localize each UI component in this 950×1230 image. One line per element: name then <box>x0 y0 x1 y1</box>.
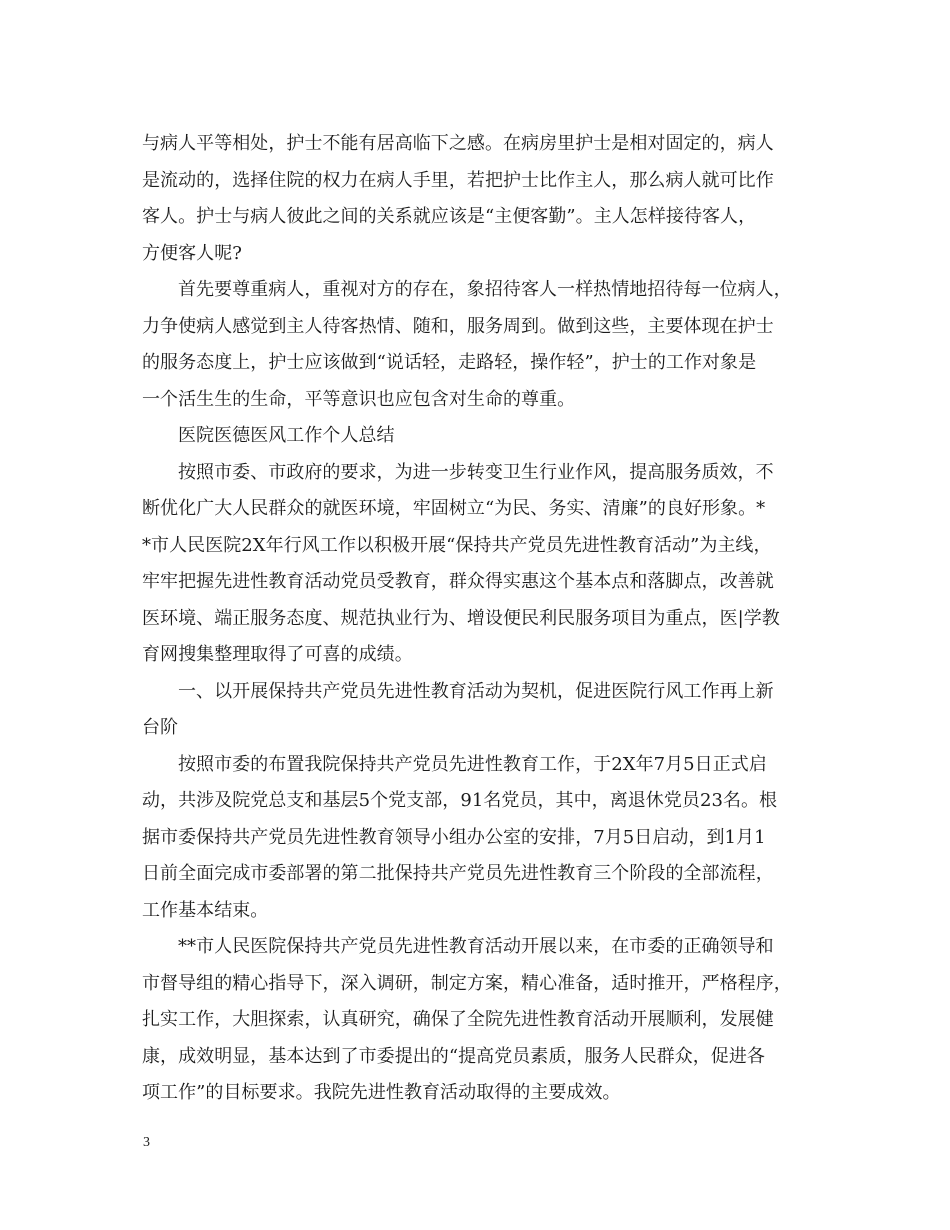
text-line: 的服务态度上，护士应该做到“说话轻，走路轻，操作轻”，护士的工作对象是 <box>142 352 757 373</box>
text-line: 育网搜集整理取得了可喜的成绩。 <box>142 644 413 665</box>
paragraph-first-line: **市人民医院保持共产党员先进性教育活动开展以来，在市委的正确领导和 <box>178 936 774 957</box>
paragraph-first-line: 按照市委、市政府的要求，为进一步转变卫生行业作风，提高服务质效，不 <box>178 461 774 483</box>
text-line: 工作基本结束。 <box>142 899 269 921</box>
text-line: *市人民医院2X年行风工作以积极开展“保持共产党员先进性教育活动”为主线， <box>142 534 772 556</box>
text-line: 牢牢把握先进性教育活动党员受教育，群众得实惠这个基本点和落脚点，改善就 <box>142 571 774 592</box>
text-line: 日前全面完成市委部署的第二批保持共产党员先进性教育三个阶段的全部流程， <box>142 863 774 884</box>
page-number: 3 <box>143 1135 150 1150</box>
text-line: 市督导组的精心指导下，深入调研，制定方案，精心准备，适时推开，严格程序， <box>142 972 792 994</box>
section-heading: 医院医德医风工作个人总结 <box>178 425 395 446</box>
text-line: 扎实工作，大胆探索，认真研究，确保了全院先进性教育活动开展顺利，发展健 <box>142 1009 774 1030</box>
text-line: 与病人平等相处，护士不能有居高临下之感。在病房里护士是相对固定的，病人 <box>142 133 774 154</box>
text-line: 方便客人呢? <box>142 242 242 264</box>
text-line: 一个活生生的生命，平等意识也应包含对生命的尊重。 <box>142 388 576 410</box>
text-line: 力争使病人感觉到主人待客热情、随和，服务周到。做到这些，主要体现在护士 <box>142 315 774 337</box>
paragraph-first-line: 首先要尊重病人，重视对方的存在，象招待客人一样热情地招待每一位病人， <box>178 279 792 300</box>
paragraph-first-line: 按照市委的布置我院保持共产党员先进性教育工作，于2X年7月5日正式启 <box>178 753 767 775</box>
text-line: 康，成效明显，基本达到了市委提出的“提高党员素质，服务人民群众，促进各 <box>142 1045 765 1067</box>
text-line: 客人。护士与病人彼此之间的关系就应该是“主便客勤”。主人怎样接待客人， <box>142 206 757 227</box>
text-line: 据市委保持共产党员先进性教育领导小组办公室的安排，7月5日启动，到1月1 <box>142 826 766 848</box>
subheading-line: 台阶 <box>142 717 179 738</box>
text-line: 断优化广大人民群众的就医环境，牢固树立“为民、务实、清廉”的良好形象。* <box>142 498 766 519</box>
body-text <box>142 126 808 1112</box>
text-line: 项工作”的目标要求。我院先进性教育活动取得的主要成效。 <box>142 1082 621 1103</box>
text-line: 是流动的，选择住院的权力在病人手里，若把护士比作主人，那么病人就可比作 <box>142 169 774 191</box>
subheading-line: 一、以开展保持共产党员先进性教育活动为契机，促进医院行风工作再上新 <box>178 680 774 702</box>
text-line: 动，共涉及院党总支和基层5个党支部，91名党员，其中，离退休党员23名。根 <box>142 790 778 811</box>
text-line: 医环境、端正服务态度、规范执业行为、增设便民利民服务项目为重点，医|学教 <box>142 607 780 629</box>
